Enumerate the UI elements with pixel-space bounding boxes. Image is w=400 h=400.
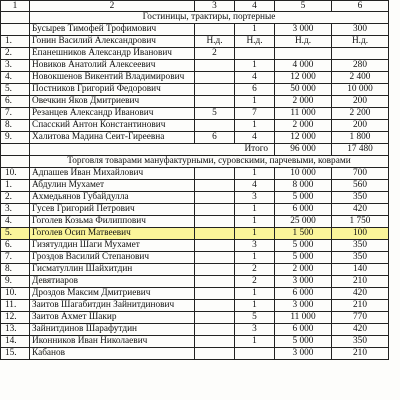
table-row bbox=[1, 324, 389, 336]
col-3-value bbox=[195, 228, 235, 240]
col-6-value: 10 000 bbox=[332, 84, 389, 96]
col-3-value: 2 bbox=[195, 48, 235, 60]
row-number: 4. bbox=[1, 216, 30, 228]
section-title: Гостиницы, трактиры, портерные bbox=[30, 12, 389, 24]
col-3-value bbox=[195, 312, 235, 324]
person-name: Дроздов Максим Дмитриевич bbox=[30, 288, 195, 300]
col-4-value bbox=[235, 48, 275, 60]
col-3-value: Н.д. bbox=[195, 36, 235, 48]
person-name: Новиков Анатолий Алексеевич bbox=[30, 60, 195, 72]
person-name: Заитов Ахмет Шакир bbox=[30, 312, 195, 324]
row-number: 2. bbox=[1, 48, 30, 60]
col-3-value bbox=[195, 300, 235, 312]
table-row bbox=[1, 228, 389, 240]
person-name: Гоголев Козьма Филиппович bbox=[30, 216, 195, 228]
person-name: Гисматуллин Шайхитдин bbox=[30, 264, 195, 276]
col-5-value: 3 000 bbox=[275, 276, 332, 288]
col-3-value bbox=[195, 264, 235, 276]
col-3-value bbox=[195, 168, 235, 180]
col-6-value: 350 bbox=[332, 240, 389, 252]
col-6-value: Н.д. bbox=[332, 36, 389, 48]
person-name: Гизятулдин Шаги Мухамет bbox=[30, 240, 195, 252]
col-4-value: 1 bbox=[235, 252, 275, 264]
table-row bbox=[1, 60, 389, 72]
table-row bbox=[1, 336, 389, 348]
col-4-value: 4 bbox=[235, 180, 275, 192]
col-6-value: 200 bbox=[332, 120, 389, 132]
col-4-value bbox=[235, 348, 275, 360]
col-3-value bbox=[195, 288, 235, 300]
row-number: 10. bbox=[1, 168, 30, 180]
row-number: 15. bbox=[1, 348, 30, 360]
col-3-value bbox=[195, 276, 235, 288]
col-6-value: 210 bbox=[332, 276, 389, 288]
row-number: 4. bbox=[1, 72, 30, 84]
col-6-value: 420 bbox=[332, 288, 389, 300]
col-6-value: 2 200 bbox=[332, 108, 389, 120]
col-4-value: 2 bbox=[235, 276, 275, 288]
person-name: Адпашев Иван Михайлович bbox=[30, 168, 195, 180]
section-title-row bbox=[1, 156, 389, 168]
col-5-value: 5 000 bbox=[275, 252, 332, 264]
col-6-value: 2 400 bbox=[332, 72, 389, 84]
row-number: 8. bbox=[1, 264, 30, 276]
row-number: 3. bbox=[1, 60, 30, 72]
col-5-value: Н.д. bbox=[275, 36, 332, 48]
person-name: Овечкин Яков Дмитриевич bbox=[30, 96, 195, 108]
table-row bbox=[1, 72, 389, 84]
col-5-value: 1 500 bbox=[275, 228, 332, 240]
person-name: Зайнитдинов Шарафутдин bbox=[30, 324, 195, 336]
person-name: Заитов Шагабитдин Зайнитдинович bbox=[30, 300, 195, 312]
col-6-value: 200 bbox=[332, 96, 389, 108]
col-5-value: 4 000 bbox=[275, 60, 332, 72]
col-4-value: 5 bbox=[235, 312, 275, 324]
col-5-value: 25 000 bbox=[275, 216, 332, 228]
row-number: 6. bbox=[1, 96, 30, 108]
col-4-value: 6 bbox=[235, 84, 275, 96]
col-3-value: 6 bbox=[195, 132, 235, 144]
table-row bbox=[1, 36, 389, 48]
table-row bbox=[1, 204, 389, 216]
col-5-value: 3 000 bbox=[275, 300, 332, 312]
table-row bbox=[1, 192, 389, 204]
col-3-value bbox=[195, 192, 235, 204]
col-3-value bbox=[195, 204, 235, 216]
col-3-value bbox=[195, 336, 235, 348]
col-3-value bbox=[195, 324, 235, 336]
col-5-value: 12 000 bbox=[275, 72, 332, 84]
col-6-value: 420 bbox=[332, 324, 389, 336]
column-number-cell: 1 bbox=[1, 1, 30, 12]
person-name: Гусев Григорий Петрович bbox=[30, 204, 195, 216]
col-4-value: Н.д. bbox=[235, 36, 275, 48]
col-4-value: 1 bbox=[235, 168, 275, 180]
col-5-value: 3 000 bbox=[275, 348, 332, 360]
row-number: 6. bbox=[1, 240, 30, 252]
col-6-value: 300 bbox=[332, 24, 389, 36]
table-row bbox=[1, 216, 389, 228]
table-row bbox=[1, 264, 389, 276]
col-4-value: 1 bbox=[235, 216, 275, 228]
section-title-row bbox=[1, 12, 389, 24]
col-4-value: 2 bbox=[235, 264, 275, 276]
col-4-value: 1 bbox=[235, 120, 275, 132]
col-5-value: 5 000 bbox=[275, 192, 332, 204]
row-number: 5. bbox=[1, 228, 30, 240]
col-4-value: 1 bbox=[235, 24, 275, 36]
table-row bbox=[1, 240, 389, 252]
row-number: 1. bbox=[1, 36, 30, 48]
col-4-value: 3 bbox=[235, 192, 275, 204]
col-6-value: 210 bbox=[332, 348, 389, 360]
col-6-value: 350 bbox=[332, 192, 389, 204]
table-row bbox=[1, 96, 389, 108]
table-row bbox=[1, 120, 389, 132]
table-row bbox=[1, 312, 389, 324]
col-6-value: 770 bbox=[332, 312, 389, 324]
person-name: Девятиаров bbox=[30, 276, 195, 288]
col-4-value: 4 bbox=[235, 132, 275, 144]
person-name: Кабанов bbox=[30, 348, 195, 360]
col-6-value: 350 bbox=[332, 252, 389, 264]
person-name: Новокшенов Викентий Владимирович bbox=[30, 72, 195, 84]
col-5-value: 50 000 bbox=[275, 84, 332, 96]
table-row bbox=[1, 300, 389, 312]
total-blank-cell bbox=[1, 144, 30, 156]
col-5-value: 6 000 bbox=[275, 204, 332, 216]
col-4-value: 1 bbox=[235, 60, 275, 72]
col-4-value: 1 bbox=[235, 336, 275, 348]
col-5-value bbox=[275, 48, 332, 60]
person-name: Абдулин Мухамет bbox=[30, 180, 195, 192]
col-6-value: 1 800 bbox=[332, 132, 389, 144]
row-number: 7. bbox=[1, 108, 30, 120]
col-4-value: 1 bbox=[235, 228, 275, 240]
col-4-value: 4 bbox=[235, 72, 275, 84]
section-number-cell bbox=[1, 156, 30, 168]
table-row bbox=[1, 180, 389, 192]
person-name: Спасский Антон Константинович bbox=[30, 120, 195, 132]
column-number-cell: 2 bbox=[30, 1, 195, 12]
person-name: Бусырев Тимофей Трофимович bbox=[30, 24, 195, 36]
column-number-cell: 6 bbox=[332, 1, 389, 12]
col-3-value bbox=[195, 120, 235, 132]
col-3-value bbox=[195, 24, 235, 36]
col-3-value bbox=[195, 348, 235, 360]
col-5-value: 2 000 bbox=[275, 120, 332, 132]
col-5-value: 2 000 bbox=[275, 264, 332, 276]
col-3-value bbox=[195, 84, 235, 96]
col-6-value: 100 bbox=[332, 228, 389, 240]
table-row bbox=[1, 108, 389, 120]
col-6-value bbox=[332, 48, 389, 60]
col-5-value: 8 000 bbox=[275, 180, 332, 192]
col-6-value: 560 bbox=[332, 180, 389, 192]
section-title: Торговля товарами мануфактурными, суровскими, парчевыми, коврами bbox=[30, 156, 389, 168]
col-6-value: 210 bbox=[332, 300, 389, 312]
row-number: 13. bbox=[1, 324, 30, 336]
person-name: Гроздов Василий Степанович bbox=[30, 252, 195, 264]
col-6-value: 1 750 bbox=[332, 216, 389, 228]
col-3-value bbox=[195, 240, 235, 252]
col-4-value: 1 bbox=[235, 300, 275, 312]
column-number-row bbox=[1, 1, 389, 12]
col-3-value bbox=[195, 96, 235, 108]
table-row bbox=[1, 132, 389, 144]
row-number: 2. bbox=[1, 192, 30, 204]
row-number: 1. bbox=[1, 180, 30, 192]
row-number: 9. bbox=[1, 132, 30, 144]
col-3-value bbox=[195, 252, 235, 264]
col-5-value: 5 000 bbox=[275, 336, 332, 348]
row-number: 7. bbox=[1, 252, 30, 264]
section-number-cell bbox=[1, 12, 30, 24]
col-6-value: 700 bbox=[332, 168, 389, 180]
table-row bbox=[1, 252, 389, 264]
table-row bbox=[1, 168, 389, 180]
person-name: Гонин Василий Александрович bbox=[30, 36, 195, 48]
col-3-value bbox=[195, 180, 235, 192]
col-4-value: 1 bbox=[235, 96, 275, 108]
table-row bbox=[1, 84, 389, 96]
row-number: 5. bbox=[1, 84, 30, 96]
col-5-value: 6 000 bbox=[275, 288, 332, 300]
col-5-value: 10 000 bbox=[275, 168, 332, 180]
total-col-5: 96 000 bbox=[275, 144, 332, 156]
column-number-cell: 3 bbox=[195, 1, 235, 12]
col-6-value: 280 bbox=[332, 60, 389, 72]
col-6-value: 420 bbox=[332, 204, 389, 216]
col-5-value: 5 000 bbox=[275, 240, 332, 252]
row-number: 10. bbox=[1, 288, 30, 300]
row-number: 3. bbox=[1, 204, 30, 216]
col-3-value bbox=[195, 216, 235, 228]
col-6-value: 350 bbox=[332, 336, 389, 348]
person-name: Иконников Иван Николаевич bbox=[30, 336, 195, 348]
total-col-6: 17 480 bbox=[332, 144, 389, 156]
col-4-value: 1 bbox=[235, 204, 275, 216]
col-4-value: 1 bbox=[235, 288, 275, 300]
person-name: Резанцев Александр Иванович bbox=[30, 108, 195, 120]
col-4-value: 7 bbox=[235, 108, 275, 120]
total-label: Итого bbox=[30, 144, 275, 156]
col-3-value bbox=[195, 72, 235, 84]
table-row bbox=[1, 288, 389, 300]
total-row bbox=[1, 144, 389, 156]
person-name: Ахмедьянов Губайдулла bbox=[30, 192, 195, 204]
table-row bbox=[1, 276, 389, 288]
row-number: 8. bbox=[1, 120, 30, 132]
col-5-value: 3 000 bbox=[275, 24, 332, 36]
column-number-cell: 4 bbox=[235, 1, 275, 12]
row-number: 14. bbox=[1, 336, 30, 348]
table-row bbox=[1, 24, 389, 36]
col-4-value: 3 bbox=[235, 324, 275, 336]
row-number bbox=[1, 24, 30, 36]
row-number: 12. bbox=[1, 312, 30, 324]
col-5-value: 2 000 bbox=[275, 96, 332, 108]
col-3-value bbox=[195, 60, 235, 72]
col-4-value: 3 bbox=[235, 240, 275, 252]
col-6-value: 140 bbox=[332, 264, 389, 276]
col-5-value: 12 000 bbox=[275, 132, 332, 144]
row-number: 9. bbox=[1, 276, 30, 288]
table-row bbox=[1, 48, 389, 60]
row-number: 11. bbox=[1, 300, 30, 312]
person-name: Епанешников Александр Иванович bbox=[30, 48, 195, 60]
col-5-value: 11 000 bbox=[275, 108, 332, 120]
col-5-value: 11 000 bbox=[275, 312, 332, 324]
person-name: Постников Григорий Федорович bbox=[30, 84, 195, 96]
person-name: Халитова Мадина Сеит-Гиреевна bbox=[30, 132, 195, 144]
col-5-value: 6 000 bbox=[275, 324, 332, 336]
column-number-cell: 5 bbox=[275, 1, 332, 12]
col-3-value: 5 bbox=[195, 108, 235, 120]
person-name: Гоголев Осип Матвеевич bbox=[30, 228, 195, 240]
table-row bbox=[1, 348, 389, 360]
